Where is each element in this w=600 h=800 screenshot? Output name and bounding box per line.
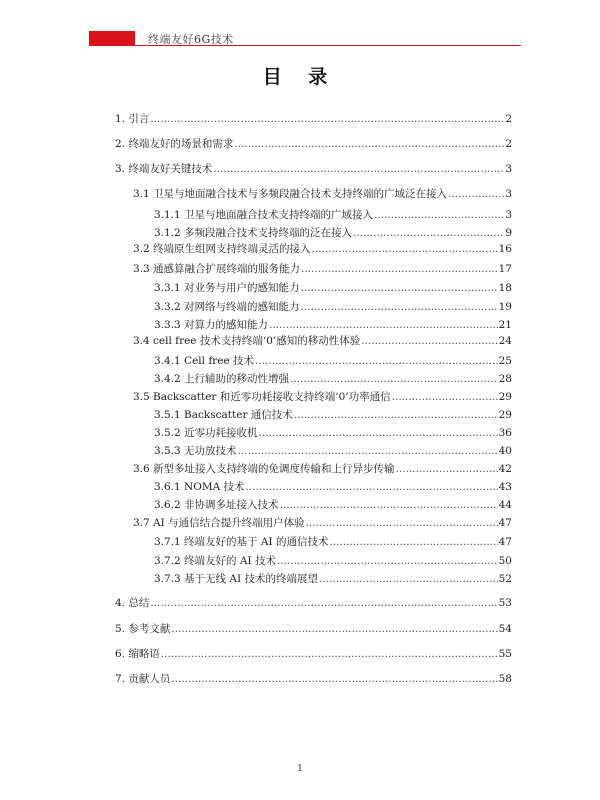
toc-entry-label: 3.3.2 对网络与终端的感知能力: [154, 301, 300, 313]
toc-entry-page: 54: [498, 623, 512, 635]
toc-entry-page: 9: [505, 227, 512, 239]
toc-entry-label: 3.5.3 无功放技术: [154, 445, 237, 457]
toc-entry-page: 16: [498, 243, 512, 255]
toc-entry-label: 3.6.1 NOMA 技术: [154, 481, 245, 493]
toc-entry-label: 7. 贡献人员: [115, 673, 171, 685]
toc-entry[interactable]: [154, 426, 512, 440]
toc-entry-label: 3.5.1 Backscatter 通信技术: [154, 409, 293, 421]
toc-entry[interactable]: [115, 112, 512, 126]
toc-entry-page: 55: [498, 648, 512, 660]
toc-entry-page: 42: [498, 463, 512, 475]
toc-entry-page: 29: [498, 391, 512, 403]
toc-entry-page: 53: [498, 597, 512, 609]
toc-entry-label: 3.4.2 上行辅助的移动性增强: [154, 373, 290, 385]
toc-entry[interactable]: [154, 572, 512, 586]
toc-entry[interactable]: [154, 444, 512, 458]
toc-entry-label: 3.3 通感算融合扩展终端的服务能力: [133, 263, 301, 275]
toc-entry-page: 3: [505, 209, 512, 221]
toc-entry[interactable]: [154, 226, 512, 240]
toc-entry-label: 3.6 新型多址接入支持终端的免调度传输和上行异步传输: [133, 463, 395, 475]
header-title: 终端友好6G技术: [148, 33, 234, 46]
toc-entry-label: 3.7.2 终端友好的 AI 技术: [154, 555, 276, 567]
toc-entry[interactable]: [154, 300, 512, 314]
toc-entry-label: 3.5.2 近零功耗接收机: [154, 427, 258, 439]
toc-entry-page: 36: [498, 427, 512, 439]
toc-entry-page: 47: [498, 517, 512, 529]
header-accent-bar: [89, 31, 135, 46]
toc-entry[interactable]: [115, 672, 512, 686]
toc-entry[interactable]: [154, 318, 512, 332]
toc-entry-label: 3.1.2 多频段融合技术支持终端的泛在接入: [154, 227, 353, 239]
toc-entry[interactable]: [154, 408, 512, 422]
toc-entry-page: 47: [498, 536, 512, 548]
toc-entry[interactable]: [154, 208, 512, 222]
toc-entry-label: 3.4 cell free 技术支持终端‘0’感知的移动性体验: [133, 335, 361, 347]
toc-entry-label: 6. 缩略语: [115, 648, 160, 660]
toc-entry-label: 2. 终端友好的场景和需求: [115, 138, 234, 150]
toc-entry-label: 4. 总结: [115, 597, 150, 609]
toc-entry[interactable]: [154, 554, 512, 568]
toc-entry-page: 28: [498, 373, 512, 385]
toc-entry[interactable]: [115, 162, 512, 176]
toc-entry-page: 40: [498, 445, 512, 457]
toc-entry-label: 3.2 终端原生组网支持终端灵活的接入: [133, 243, 311, 255]
toc-entry-label: 3.1 卫星与地面融合技术与多频段融合技术支持终端的广域泛在接入: [133, 188, 448, 200]
toc-entry[interactable]: [115, 596, 512, 610]
toc-entry[interactable]: [133, 242, 512, 256]
toc-entry-page: 19: [498, 301, 512, 313]
toc-entry-label: 3.6.2 非协调多址接入技术: [154, 499, 279, 511]
toc-entry-page: 18: [498, 282, 512, 294]
toc-entry-label: 3.7.3 基于无线 AI 技术的终端展望: [154, 573, 318, 585]
toc-entry[interactable]: [154, 498, 512, 512]
toc-entry-label: 5. 参考文献: [115, 623, 171, 635]
toc-entry[interactable]: [115, 137, 512, 151]
toc-entry[interactable]: [115, 647, 512, 661]
toc-entry-label: 3.1.1 卫星与地面融合技术支持终端的广域接入: [154, 209, 374, 221]
toc-entry-label: 3.3.3 对算力的感知能力: [154, 319, 269, 331]
toc-entry-page: 21: [498, 319, 512, 331]
toc-entry-page: 50: [498, 555, 512, 567]
toc-entry[interactable]: [115, 622, 512, 636]
page-number: 1: [297, 764, 303, 774]
toc-entry-label: 3.7 AI 与通信结合提升终端用户体验: [133, 517, 305, 529]
toc-entry[interactable]: [133, 462, 512, 476]
toc-entry-page: 44: [498, 499, 512, 511]
toc-entry-page: 3: [505, 163, 512, 175]
toc-entry-page: 29: [498, 409, 512, 421]
toc-title: 目 录: [262, 66, 338, 88]
toc-entry-label: 3.7.1 终端友好的基于 AI 的通信技术: [154, 536, 329, 548]
toc-entry-label: 1. 引言: [115, 113, 150, 125]
toc-entry[interactable]: [154, 354, 512, 368]
toc-entry[interactable]: [154, 281, 512, 295]
toc-entry[interactable]: [154, 372, 512, 386]
toc-entry[interactable]: [133, 262, 512, 276]
toc-entry-label: 3.4.1 Cell free 技术: [154, 355, 255, 367]
toc-entry-page: 58: [498, 673, 512, 685]
toc-entry[interactable]: [154, 480, 512, 494]
toc-entry-page: 2: [505, 113, 512, 125]
toc-entry-page: 43: [498, 481, 512, 493]
page-header: [0, 0, 600, 60]
toc-entry-page: 2: [505, 138, 512, 150]
toc-entry-page: 17: [498, 263, 512, 275]
toc-entry-page: 3: [505, 188, 512, 200]
toc-entry-label: 3. 终端友好关键技术: [115, 163, 213, 175]
toc-entry-label: 3.3.1 对业务与用户的感知能力: [154, 282, 300, 294]
toc-entry[interactable]: [133, 516, 512, 530]
toc-entry[interactable]: [133, 187, 512, 201]
toc-entry[interactable]: [154, 535, 512, 549]
toc-entry-page: 24: [498, 335, 512, 347]
toc-entry-page: 52: [498, 573, 512, 585]
toc-entry[interactable]: [133, 334, 512, 348]
toc-entry-page: 25: [498, 355, 512, 367]
toc-entry-label: 3.5 Backscatter 和近零功耗接收支持终端‘0’功率通信: [133, 391, 391, 403]
toc-entry[interactable]: [133, 390, 512, 404]
